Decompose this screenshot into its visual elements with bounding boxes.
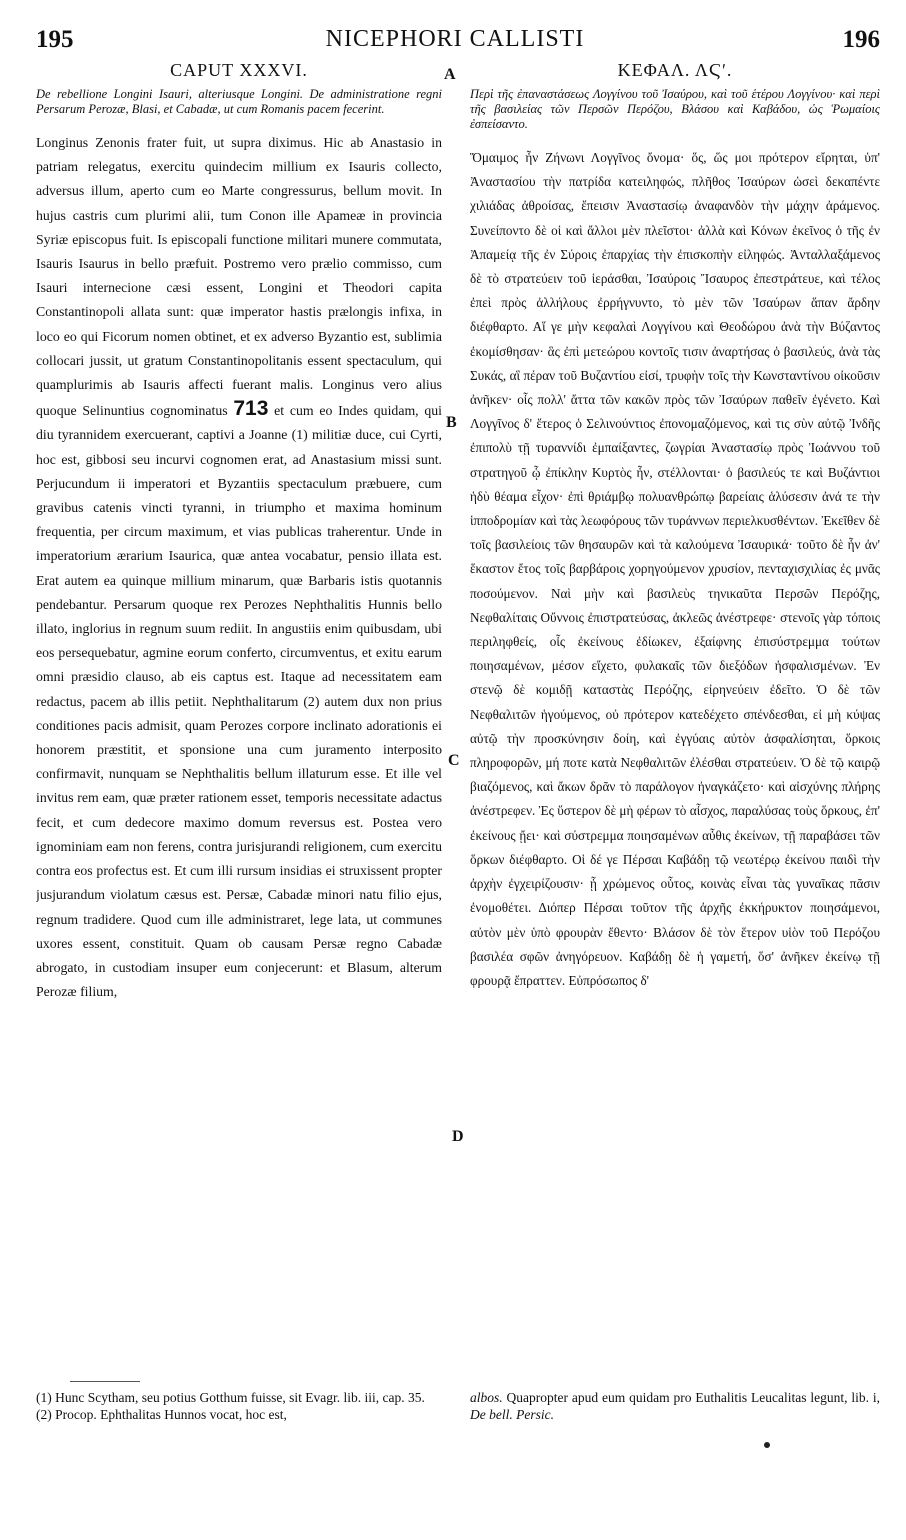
- greek-chapter-summary: Περὶ τῆς ἐπαναστάσεως Λογγίνου τοῦ Ἰσαύρου, καὶ τοῦ ἑτέρου Λογγίνου· καὶ περὶ τῆς βασιλείας τῶν Περσῶν Περόζου, Βλάσου καὶ Καβάδου, ὡς Ῥωμαίοις ἐσπείσαντο.: [470, 87, 880, 131]
- margin-marker-d: D: [452, 1128, 464, 1145]
- latin-text-part-2: et cum eo Indes quidam, qui diu tyrannidem exercuerant, captivi a Joanne (1) militiæ duce, cui Cyrti, hoc est, gibbosi seu incurvi cognomen erat, ad Anastasium missi sunt. Perjucundum ii imperatori et Byzantiis spectaculum præbuere, cum gravibus catenis vincti tyranni, in triumpho et maxima hominum frequentia, per circum maximum, et vias publicas traherentur. Unde in imperatorium ærarium Isaurica, quæ antea vocabatur, pensio illata est. Erat autem ea quinque millium minarum, quæ Barbaris istis quotannis pendebantur. Persarum quoque rex Perozes Nephthalitis Hunnis bello illato, inglorius in regnum suum rediit. In angustiis enim quibusdam, ubi eos persequebatur, agmine eorum conferto, circumventus, et exitu earum omni præsidio clauso, ab eis captus est. Itaque ad necessitatem eam redactus, pacem ab illis petiit. Nephthalitarum (2) autem dux non prius conditiones pacis admisit, quam Perozes corpore inclinato adorationis ei honorem præstitit, et sponsione una cum juramento interposito confirmavit, nunquam se Nephthalitis bellum illaturum esse. Et ille vel invitus rem eam, quæ præter rationem esset, temporis necessitate adactus fecit, et cum dedecore maximo domum reversus est. Postea vero ignominiam eam non ferens, contra jurisjurandi religionem, cum exercitu contra eos profectus est. Et cum illi rursum insidias ei struxissent propter jusjurandum violatum cæsus est. Persæ, Cabadæ minori natu filio ejus, regnum tradidere. Quod cum ille administraret, lege lata, ut communes uxores essent, constituit. Quam ob causam Persæ regno Cabadæ abrogato, in custodiam insuper eum conjecerunt: et Blasum, alterum Perozæ filium,: [36, 403, 442, 1000]
- footnote-cont-text: Quapropter apud eum quidam pro Euthalitis Leucalitas legunt,: [506, 1390, 848, 1405]
- latin-chapter-summary: De rebellione Longini Isauri, alteriusque Longini. De administratione regni Persarum Perozæ, Blasi, et Cabadæ, ut cum Romanis pacem fecerint.: [36, 87, 442, 116]
- footnote-cont-italic-2: De bell. Persic.: [470, 1407, 554, 1422]
- greek-body-text: Ὅμαιμος ἦν Ζήνωνι Λογγῖνος ὄνομα· ὅς, ὥς μοι πρότερον εἴρηται, ὑπ' Ἀναστασίου τὴν πατρίδα κατειληφώς, πλῆθος Ἰσαύρων ὡσεὶ δεκαπέντε χιλιάδας ἀθροίσας, ἔπεισιν Ἀναστασίῳ ἀναφανδὸν τὴν μάχην ἀράμενος. Συνείποντο δὲ οἱ καὶ ἄλλοι μὲν πλεῖστοι· ἀλλὰ καὶ Κόνων ἐκεῖνος ὁ τῆς ἐν Ἀπαμείᾳ τῆς ἐν Σύροις ἐπαρχίας τὴν ἐπισκοπὴν εἰληφώς. Ἀνταλλαξάμενος δὲ τὸ στρατεύειν τοῦ ἱεράσθαι, Ἰσαύροις Ἴσαυρος ἐπεστράτευε, καὶ τέλος ἐπεὶ πρὸς ἀλλήλους ἐρρήγνυντο, τὸ μὲν τῶν Ἰσαύρων ἅπαν ἄρδην διέφθαρτο. Αἵ γε μὴν κεφαλαὶ Λογγίνου καὶ Θεοδώρου ἀνὰ τὴν Βύζαντος ἐκομίσθησαν· ἃς ἐπὶ μετεώρου κοντοῖς τισιν ἀναρτήσας ὁ βασιλεύς, ἀνὰ τὰς Συκάς, αἳ πέραν τοῦ Βυζαντίου εἰσί, τρυφὴν τοῖς τὴν Κωνσταντίνου οἰκοῦσιν ἀνῆκεν· οἷς πολλ' ἄττα τῶν κακῶν πρὸς τῶν Ἰσαύρων παθεῖν ἐγένετο. Καὶ Λογγῖνος δ' ἕτερος ὁ Σελινούντιος ἐπονομαζόμενος, καὶ τις σὺν αὐτῷ Ἰνδῆς ἐπιπολὺ τῇ τυραννίδι ἐμπαίξαντες, ζωγρίαι Ἀναστασίῳ πρὸς Ἰωάννου τοῦ στρατηγοῦ ᾧ ἐπίκλην Κυρτὸς ἦν, στέλλονται· ὁ βασιλεύς τε καὶ Βυζάντιοι ἡδὺ θέαμα εἶχον· ἐπὶ θριάμβῳ πολυανθρώπῳ βαρείαις ἁλύσεσιν ἀνά τε τὴν ἱπποδρομίαν καὶ τὰς λεωφόρους τῶν τυράννων περιελκυσθέντων. Ἐκεῖθεν δὲ τοῖς βασιλείοις τῶν θησαυρῶν καὶ τὰ καλούμενα Ἰσαυρικά· τοῦτο δὲ ἦν ἀν' ἕκαστον ἔτος τοῖς βαρβάροις χορηγούμενον χρυσίον, πενταχισχιλίας ἐς μνᾶς ποσούμενον. Ναὶ μὴν καὶ βασιλεὺς τηνικαῦτα Περσῶν Περόζης, Νεφθαλίταις Οὔννοις ἐπιστρατεύσας, ἀκλεῶς ἀνέστρεφε· στενοῖς γὰρ τόποις περιληφθείς, οἷς ἐκείνους ἐδίωκεν, ἐξαίφνης ἐπισύστρεμμα τούτων ποιησαμένων, μέσον εἴχετο, φυλακαῖς τῶν διεξόδων ἠσφαλισμένων. Ἐν στενῷ δὲ κομιδῇ καταστὰς Περόζης, εἰρηνεύειν ἐδεῖτο. Ὁ δὲ τῶν Νεφθαλιτῶν ἡγούμενος, οὐ πρότερον κατεδέχετο σπένδεσθαι, εἰ μὴ κύψας αὐτῷ τὴν προσκύνησιν δοίη, καὶ ἐγγύαις αὐτὸν ἀσφαλίσηται, ὅρκοις πληροφορῶν, μή ποτε κατὰ Νεφθαλιτῶν ἐλέσθαι στρατεύειν. Ὁ δὲ τῷ καιρῷ βιαζόμενος, καὶ ἄκων δρᾶν τὸ παράλογον ἠναγκάζετο· καὶ αἰσχύνης πλήρης ἀνέστρεφεν. Ἐς ὕστερον δὲ μὴ φέρων τὸ αἶσχος, παραλύσας τοὺς ὅρκους, ἐπ' ἐκείνους ᾔει· καὶ σύστρεμμα ποιησαμένων αὖθις ἐκείνων, τῇ παραβάσει τῶν ὅρκων διέφθαρτο. Οἱ δέ γε Πέρσαι Καβάδῃ τῷ νεωτέρῳ ἐκείνου παιδὶ τὴν ἀρχὴν ἐγχειρίζουσιν· ᾗ χρώμενος οὗτος, κοινὰς εἶναι τὰς γυναῖκας πᾶσιν ἐνομοθέτει. Διόπερ Πέρσαι τοῦτον τῆς ἀρχῆς ἐκκήρυκτον ποιησάμενοι, αὐτὸν μὲν ὑπὸ φρουρὰν ἔθεντο· Βλάσον δὲ τὸν ἕτερον υἱὸν τοῦ Περόζου βασιλέα σφῶν ἀνηγόρευον. Καβάδῃ δὲ ἡ γαμετή, ὅσ' ἀνῆκεν ἐκείνῳ τῇ φρουρᾷ ἔπραττεν. Εὐπρόσωπος δ': [470, 150, 880, 988]
- page-number-left: 195: [36, 26, 74, 53]
- ink-dot: [764, 1442, 770, 1448]
- footnote-continuation: [470, 1389, 880, 1423]
- margin-marker-c: C: [448, 752, 460, 769]
- running-title: NICEPHORI CALLISTI: [325, 26, 585, 52]
- footnote-cont-italic: albos.: [470, 1390, 503, 1405]
- page-number-right: 196: [842, 26, 880, 53]
- page-header: [30, 26, 880, 56]
- footnote-divider: [70, 1381, 140, 1382]
- margin-marker-a: A: [444, 66, 456, 83]
- margin-marker-b: B: [446, 414, 457, 431]
- footnote-1: (1) Hunc Scytham, seu potius Gotthum fuisse, sit Evagr. lib. iii, cap. 35.: [36, 1390, 425, 1405]
- latin-column: [36, 60, 442, 1470]
- greek-column: [470, 60, 880, 1470]
- latin-chapter-heading: CAPUT XXXVI.: [170, 60, 308, 80]
- latin-body-text: [36, 131, 442, 1004]
- greek-chapter-heading: ΚΕΦΑΛ. ΛϚʹ.: [617, 60, 733, 80]
- footnotes: [36, 1389, 442, 1423]
- footnote-2: (2) Procop. Ephthalitas Hunnos vocat, hoc est,: [36, 1407, 287, 1422]
- footnote-cont-ref: lib. i,: [851, 1390, 881, 1405]
- latin-text-part-1: Longinus Zenonis frater fuit, ut supra diximus. Hic ab Anastasio in patriam relegatus, exercitu quindecim millium ex Isauris collecto, adversus illum, aperto cum eo Marte congressurus, bellum movit. In hujus castris cum plurimi alii, tum Conon ille Apameæ in provincia Syriæ episcopus fuit. Is episcopali functione militari munere commutata, Isauris Isaurus in bello præfuit. Postremo vero prælio commisso, cum Isauri internecione cæsi essent, Longini et Theodori capita Constantinopoli allata sunt: quæ imperator hastis prælongis infixa, in loco eo qui Ficorum nomen obtinet, et ex adverso Byzantio est, sublimia collocari jussit, ut gratum Constantinopolitanis essent spectaculum, qui quamplurimis ab Isauris affecti fuerant malis. Longinus vero alius quoque Selinuntius cognominatus: [36, 135, 442, 419]
- inline-page-number: 713: [233, 397, 269, 421]
